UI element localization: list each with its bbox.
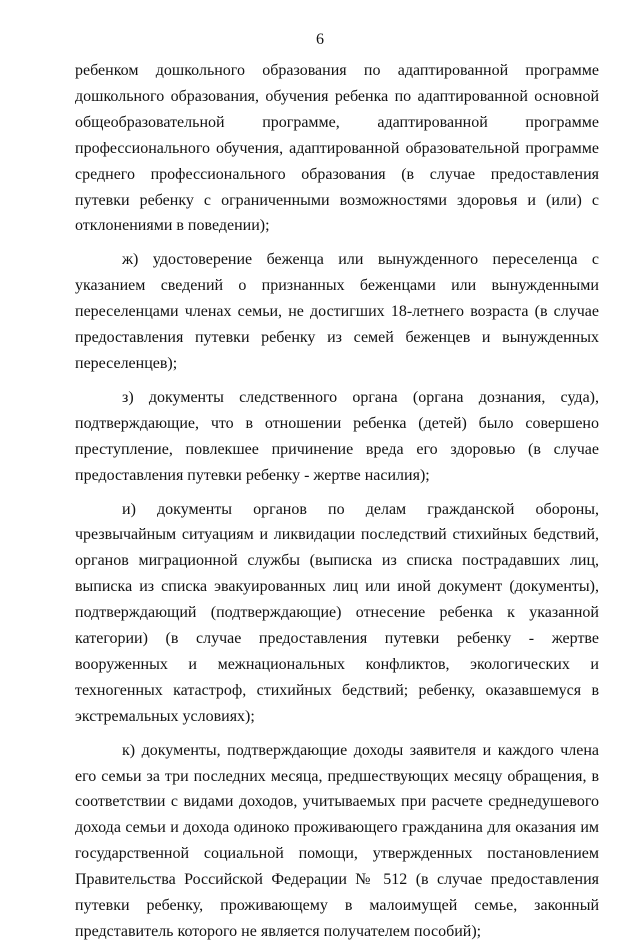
paragraph-continuation: ребенком дошкольного образования по адаптированной программе дошкольного образования, обучения ребенка по адаптированной основной общеобразовательной программе, адаптированной программе профессионального обучения, адаптированной образовательной программе среднего профессионального образования (в случае предоставления путевки ребенку с ограниченными возможностями здоровья и (или) с отклонениями в поведении); xyxy=(75,62,599,235)
paragraph-item-i: и) документы органов по делам гражданской обороны, чрезвычайным ситуациям и ликвидации последствий стихийных бедствий, органов миграционной службы (выписка из списка пострадавших лиц, выписка из списка эвакуированных лиц или иной документ (документы), подтверждающий (подтверждающие) отнесение ребенка к указанной категории) (в случае предоставления путевки ребенку - жертве вооруженных и межнациональных конфликтов, экологических и техногенных катастроф, стихийных бедствий; ребенку, оказавшемуся в экстремальных условиях); xyxy=(75,500,599,725)
document-body xyxy=(75,58,599,945)
paragraph-item-z: з) документы следственного органа (органа дознания, суда), подтверждающие, что в отношении ребенка (детей) было совершено преступление, повлекшее причинение вреда его здоровью (в случае предоставления путевки ребенку - жертве насилия); xyxy=(75,388,599,484)
page-number: 6 xyxy=(316,31,324,48)
paragraph-item-zh: ж) удостоверение беженца или вынужденного переселенца с указанием сведений о признанных беженцами или вынужденными переселенцами членах семьи, не достигших 18-летнего возраста (в случае предоставления путевки ребенку из семей беженцев и вынужденных переселенцев); xyxy=(75,251,599,372)
paragraph-item-k: к) документы, подтверждающие доходы заявителя и каждого члена его семьи за три последних месяца, предшествующих месяцу обращения, в соответствии с видами доходов, учитываемых при расчете среднедушевого дохода семьи и дохода одиноко проживающего гражданина для оказания им государственной социальной помощи, утвержденных постановлением Правительства Российской Федерации № 512 (в случае предоставления путевки ребенку, проживающему в малоимущей семье, законный представитель которого не является получателем пособий); xyxy=(75,741,599,940)
